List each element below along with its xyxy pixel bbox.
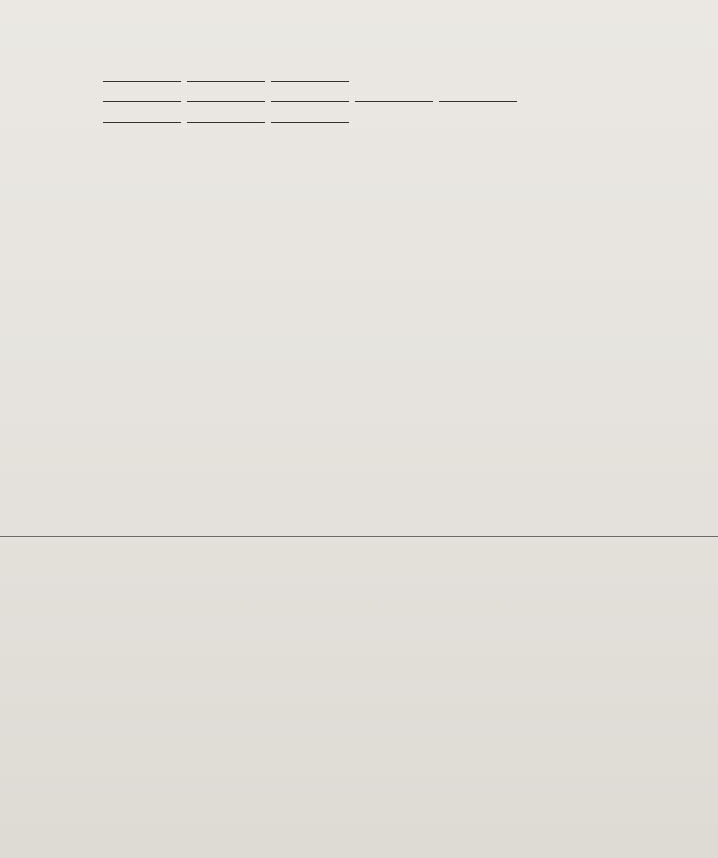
answer-blank (271, 110, 349, 123)
answer-blank (271, 89, 349, 102)
paragraph-3 (72, 109, 680, 129)
answer-blank (103, 89, 181, 102)
section-divider (0, 536, 718, 537)
answer-blank (271, 69, 349, 82)
answer-blank (355, 89, 433, 102)
paragraph-1 (72, 68, 680, 88)
cloze-passage (72, 68, 680, 129)
answer-blank (187, 69, 265, 82)
answer-blank (187, 110, 265, 123)
answer-blank (187, 89, 265, 102)
answer-blank (439, 89, 517, 102)
paragraph-2 (72, 88, 680, 108)
answer-blank (103, 110, 181, 123)
answer-blank (103, 69, 181, 82)
